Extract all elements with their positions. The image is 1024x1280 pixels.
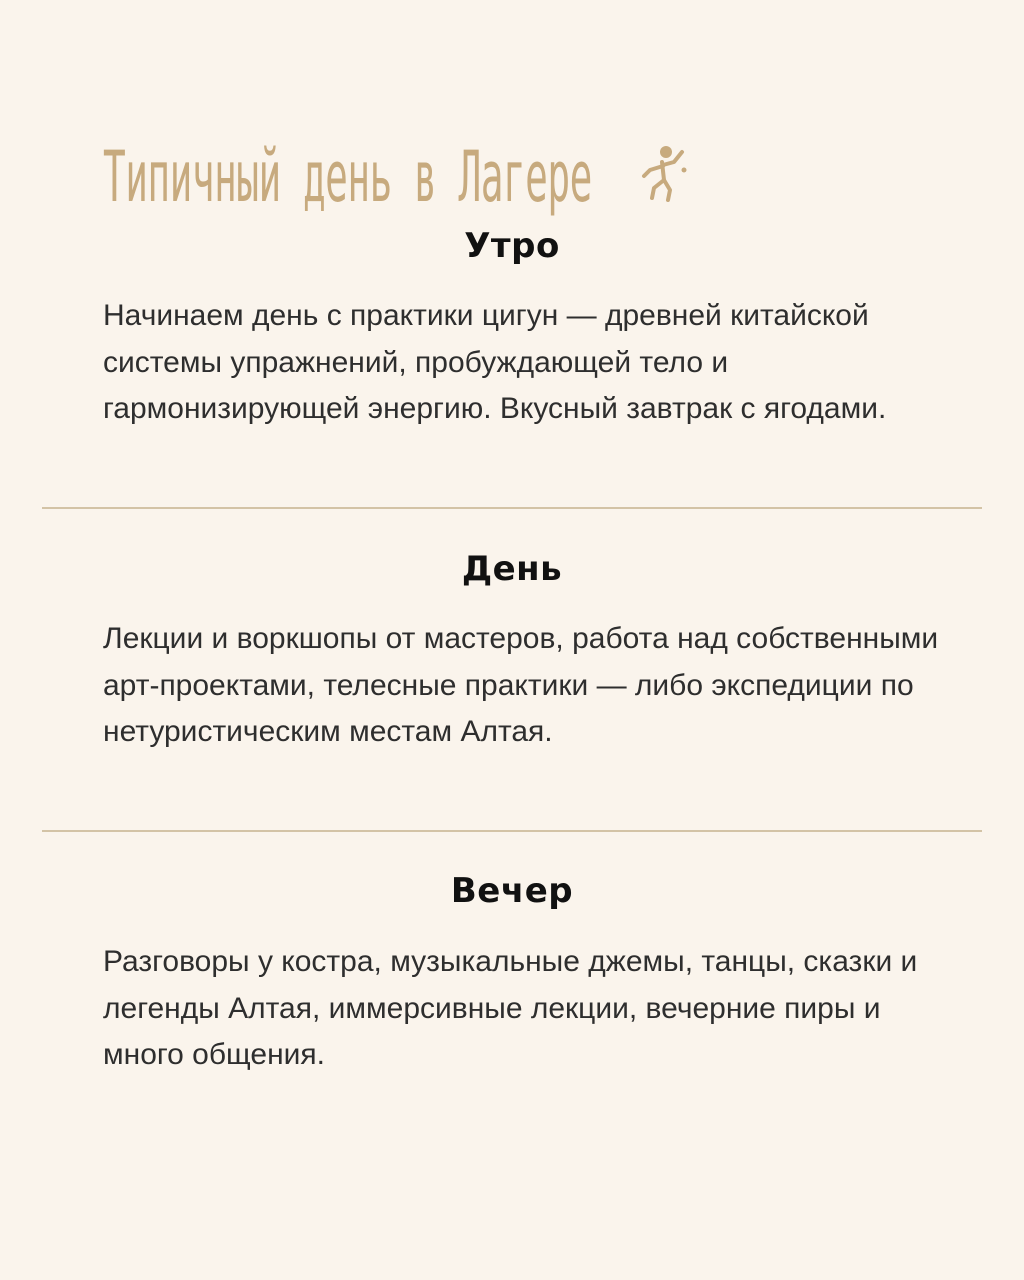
page-title: Типичный день в Лагере bbox=[103, 136, 592, 218]
section-heading-evening: Вечер bbox=[450, 871, 574, 911]
section-morning bbox=[0, 226, 1024, 425]
section-day bbox=[0, 549, 1024, 748]
section-heading-morning: Утро bbox=[464, 226, 560, 266]
section-body-evening: Разговоры у костра, музыкальные джемы, танцы, сказки и легенды Алтая, иммерсивные лекции, вечерние пиры и много общения. bbox=[103, 945, 918, 1071]
section-evening bbox=[0, 871, 1024, 1071]
section-body-day: Лекции и воркшопы от мастеров, работа над собственными арт-проектами, телесные практики — либо экспедиции по нетуристическим местам Алтая. bbox=[103, 622, 939, 748]
dancing-figure-icon bbox=[640, 140, 690, 202]
divider bbox=[42, 830, 982, 832]
divider bbox=[42, 507, 982, 509]
section-heading-day: День bbox=[461, 549, 563, 589]
section-body-morning: Начинаем день с практики цигун — древней китайской системы упражнений, пробуждающей тело и гармонизирующей энергию. Вкусный завтрак с ягодами. bbox=[103, 299, 887, 425]
title-row bbox=[103, 92, 1008, 218]
